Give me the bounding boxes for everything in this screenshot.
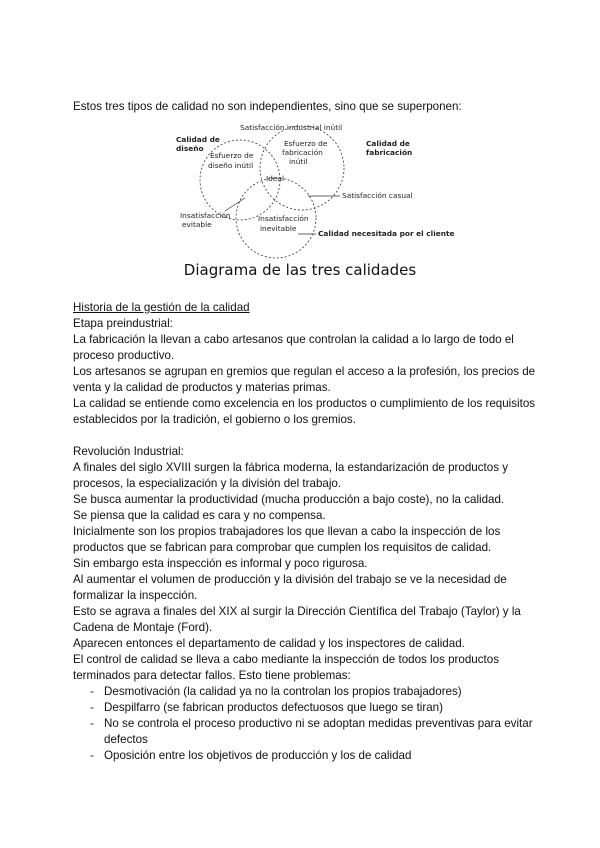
fab-label-1: Calidad de bbox=[366, 139, 410, 148]
avoidable-2: evitable bbox=[182, 220, 212, 229]
bullet-text: Oposición entre los objetivos de producción y los de calidad bbox=[104, 749, 412, 762]
design-label-1: Calidad de bbox=[176, 135, 220, 144]
pre-line: proceso productivo. bbox=[73, 349, 175, 362]
pre-line: La fabricación la llevan a cabo artesanos que controlan la calidad a lo largo de todo el bbox=[73, 333, 514, 346]
effort-fab-1: Esfuerzo de bbox=[284, 139, 328, 148]
ind-line: Sin embargo esta inspección es informal y poco rigurosa. bbox=[73, 557, 368, 570]
ind-line: formalizar la inspección. bbox=[73, 589, 198, 602]
ind-line: terminados para detectar fallos. Esto tiene problemas: bbox=[73, 669, 351, 682]
effort-design-2: diseño inútil bbox=[208, 161, 254, 170]
ind-line: Inicialmente son los propios trabajadores los que llevan a cabo la inspección de los bbox=[73, 525, 501, 538]
history-section bbox=[73, 300, 535, 764]
intro-paragraph: Estos tres tipos de calidad no son independientes, sino que se superponen: bbox=[73, 100, 462, 113]
ind-line: Esto se agrava a finales del XIX al surgir la Dirección Científica del Trabajo (Taylor) y la bbox=[73, 605, 521, 618]
bullet-text: No se controla el proceso productivo ni se adoptan medidas preventivas para evitar bbox=[104, 717, 533, 730]
ind-line: Aparecen entonces el departamento de calidad y los inspectores de calidad. bbox=[73, 637, 465, 650]
pre-line: venta y la calidad de productos y materias primas. bbox=[73, 381, 331, 394]
blank-line bbox=[73, 428, 535, 444]
ind-line: Se busca aumentar la productividad (mucha producción a bajo coste), no la calidad. bbox=[73, 493, 505, 506]
bullet-dash: - bbox=[90, 717, 94, 730]
pre-line: establecidos por la tradición, el gobierno o los gremios. bbox=[73, 413, 356, 426]
avoidable-1: Insatisfacción bbox=[180, 211, 231, 220]
inevitable-2: inevitable bbox=[260, 224, 297, 233]
ind-line: Cadena de Montaje (Ford). bbox=[73, 621, 213, 634]
ind-heading: Revolución Industrial: bbox=[73, 445, 184, 458]
ind-line: A finales del siglo XVIII surgen la fábrica moderna, la estandarización de productos y bbox=[73, 461, 509, 474]
pre-heading: Etapa preindustrial: bbox=[73, 317, 173, 330]
client-label: Calidad necesitada por el cliente bbox=[318, 229, 455, 238]
fab-label-2: fabricación bbox=[366, 148, 413, 157]
diagram-caption: Diagrama de las tres calidades bbox=[183, 261, 417, 279]
top-label: Satisfacción industrial inútil bbox=[240, 123, 343, 132]
design-label-2: diseño bbox=[176, 144, 204, 153]
bullet-text: Desmotivación (la calidad ya no la controlan los propios trabajadores) bbox=[104, 685, 462, 698]
three-qualities-diagram bbox=[170, 118, 455, 260]
bullet-continuation bbox=[73, 732, 535, 748]
effort-fab-3: inútil bbox=[289, 157, 308, 166]
ind-line: productos que se fabrican para comprobar que cumplen los requisitos de calidad. bbox=[73, 541, 492, 554]
ind-line: Se piensa que la calidad es cara y no compensa. bbox=[73, 509, 326, 522]
effort-fab-2: fabricación bbox=[282, 148, 323, 157]
bullet-item bbox=[73, 716, 535, 732]
casual-label: Satisfacción casual bbox=[342, 191, 413, 200]
bullet-text: defectos bbox=[104, 733, 148, 746]
ideal-label: Ideal bbox=[266, 174, 285, 183]
ind-line: Al aumentar el volumen de producción y la división del trabajo se ve la necesidad de bbox=[73, 573, 507, 586]
bullet-item bbox=[73, 684, 535, 700]
bullet-dash: - bbox=[90, 701, 94, 714]
bullet-dash: - bbox=[90, 749, 94, 762]
effort-design-1: Esfuerzo de bbox=[210, 151, 254, 160]
section-title: Historia de la gestión de la calidad bbox=[73, 301, 250, 314]
bullet-item bbox=[73, 748, 535, 764]
pre-line: Los artesanos se agrupan en gremios que regulan el acceso a la profesión, los precios de bbox=[73, 365, 536, 378]
avoidable-pointer bbox=[225, 198, 245, 211]
bullet-dash: - bbox=[90, 685, 94, 698]
ind-line: procesos, la especialización y la división del trabajo. bbox=[73, 477, 342, 490]
bullet-text: Despilfarro (se fabrican productos defectuosos que luego se tiran) bbox=[104, 701, 443, 714]
pre-line: La calidad se entiende como excelencia en los productos o cumplimiento de los requisitos bbox=[73, 397, 536, 410]
ind-line: El control de calidad se lleva a cabo mediante la inspección de todos los productos bbox=[73, 653, 500, 666]
inevitable-1: Insatisfacción bbox=[258, 214, 309, 223]
bullet-item bbox=[73, 700, 535, 716]
